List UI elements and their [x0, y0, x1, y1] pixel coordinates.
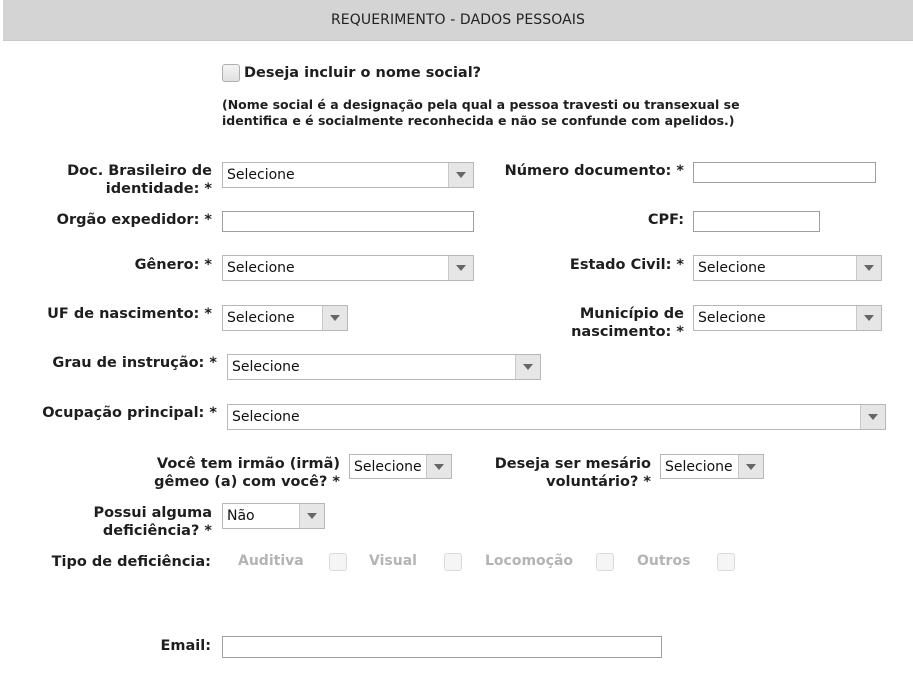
disability-value: Não — [227, 508, 255, 524]
chevron-down-icon[interactable] — [738, 455, 763, 478]
chevron-down-icon[interactable] — [515, 355, 540, 379]
doc-identity-label-line2: identidade: * — [105, 181, 212, 197]
birth-city-value: Selecione — [698, 310, 766, 326]
occupation-label: Ocupação principal: * — [42, 405, 217, 421]
chevron-down-icon[interactable] — [856, 306, 881, 330]
chevron-down-icon[interactable] — [299, 504, 324, 528]
issuer-label: Orgão expedidor: * — [56, 212, 212, 228]
occupation-select[interactable] — [227, 404, 886, 430]
chevron-down-icon[interactable] — [860, 405, 885, 429]
social-name-checkbox[interactable] — [222, 64, 240, 82]
education-label: Grau de instrução: * — [52, 355, 217, 371]
chevron-down-icon[interactable] — [856, 256, 881, 280]
twin-label-line2: gêmeo (a) com você? * — [154, 474, 340, 490]
twin-value: Selecione — [354, 458, 422, 475]
occupation-value: Selecione — [232, 409, 300, 425]
disability-type-label: Tipo de deficiência: — [51, 554, 211, 570]
disability-visual-checkbox[interactable] — [444, 553, 462, 571]
birth-state-value: Selecione — [227, 310, 295, 326]
twin-label-line1: Você tem irmão (irmã) — [156, 456, 340, 472]
disability-outros-checkbox[interactable] — [717, 553, 735, 571]
cpf-input[interactable] — [693, 211, 820, 232]
disability-select[interactable] — [222, 503, 325, 529]
social-name-label: Deseja incluir o nome social? — [244, 65, 482, 81]
doc-number-input[interactable] — [693, 162, 876, 183]
volunteer-select[interactable] — [660, 454, 764, 479]
doc-identity-label — [67, 162, 212, 198]
birth-state-label: UF de nascimento: * — [47, 306, 212, 322]
twin-label — [154, 455, 340, 491]
twin-select[interactable] — [349, 454, 452, 479]
doc-identity-value: Selecione — [227, 167, 295, 183]
gender-label: Gênero: * — [134, 257, 212, 273]
doc-identity-label-line1: Doc. Brasileiro de — [67, 163, 212, 179]
disability-option-label: Locomoção — [485, 553, 574, 569]
education-value: Selecione — [232, 359, 300, 375]
volunteer-value: Selecione — [665, 458, 733, 475]
marital-status-label: Estado Civil: * — [569, 257, 684, 273]
chevron-down-icon[interactable] — [322, 306, 347, 330]
disability-label-line1: Possui alguma — [93, 505, 212, 521]
volunteer-label-line1: Deseja ser mesário — [494, 456, 651, 472]
email-label: Email: — [160, 638, 211, 654]
disability-label-line2: deficiência? * — [102, 523, 212, 539]
gender-value: Selecione — [227, 260, 295, 276]
birth-city-label-line1: Município de — [579, 306, 684, 322]
birth-city-select[interactable] — [693, 305, 882, 331]
volunteer-label-line2: voluntário? * — [546, 474, 651, 490]
cpf-label: CPF: — [647, 212, 684, 228]
section-title: REQUERIMENTO - DADOS PESSOAIS — [330, 12, 586, 28]
marital-status-value: Selecione — [698, 260, 766, 276]
birth-city-label-line2: nascimento: * — [571, 324, 684, 340]
birth-state-select[interactable] — [222, 305, 348, 331]
social-name-note-line1: (Nome social é a designação pela qual a pessoa travesti ou transexual se — [222, 97, 740, 112]
doc-identity-select[interactable] — [222, 162, 474, 188]
disability-locomocao-checkbox[interactable] — [596, 553, 614, 571]
doc-number-label: Número documento: * — [504, 163, 684, 179]
disability-auditiva-checkbox[interactable] — [329, 553, 347, 571]
volunteer-label — [495, 455, 651, 491]
disability-option-label: Auditiva — [238, 553, 304, 569]
social-name-note-line2: identifica e é socialmente reconhecida e não se confunde com apelidos.) — [222, 113, 735, 128]
disability-option-label: Outros — [637, 553, 691, 569]
birth-city-label — [571, 305, 684, 341]
gender-select[interactable] — [222, 255, 474, 281]
disability-label — [93, 504, 212, 540]
chevron-down-icon[interactable] — [448, 163, 473, 187]
disability-option-label: Visual — [369, 553, 417, 569]
marital-status-select[interactable] — [693, 255, 882, 281]
section-header — [3, 0, 913, 41]
education-select[interactable] — [227, 354, 541, 380]
issuer-input[interactable] — [222, 211, 474, 232]
chevron-down-icon[interactable] — [448, 256, 473, 280]
chevron-down-icon[interactable] — [426, 455, 451, 478]
email-input[interactable] — [222, 636, 662, 658]
